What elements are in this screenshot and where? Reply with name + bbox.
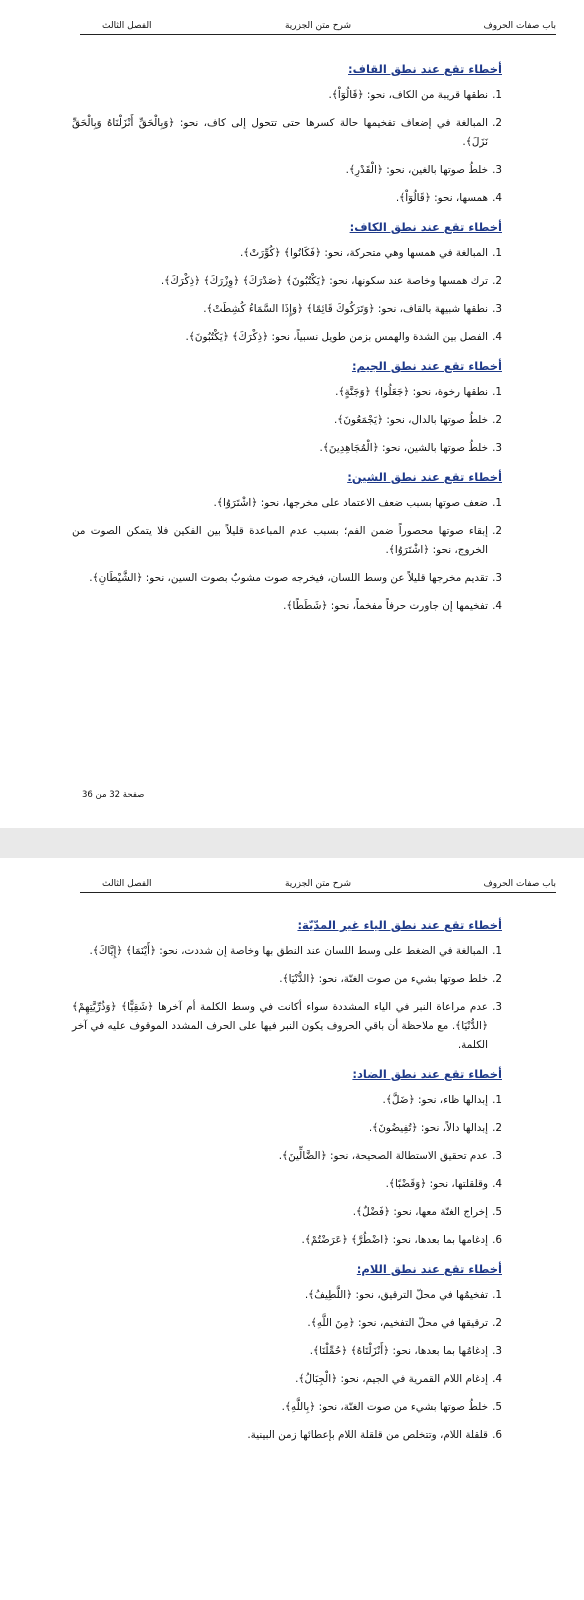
list-item-text: المبالغة في همسها وهي متحركة، نحو: ﴿فَكَانُوا﴾ ﴿كُوِّرَتْ﴾. — [240, 247, 488, 259]
list-item — [72, 1203, 502, 1222]
list-number: 4. — [492, 600, 502, 612]
list-item-text: إبدالها دالاً، نحو: ﴿تُفِيضُونَ﴾. — [368, 1122, 488, 1134]
section-heading: أخطاء تقع عند نطق الكاف: — [349, 220, 502, 234]
document-page-2 — [0, 858, 584, 1600]
list-item-text: المبالغة في الضغط على وسط اللسان عند النطق بها وخاصة إن شددت، نحو: ﴿أَيْنَمَا﴾ ﴿إِيَّاكَ﴾. — [89, 945, 488, 957]
list-number: 6. — [492, 1429, 502, 1441]
list-item-text: خلطُ صوتها بالدال، نحو: ﴿يَجْمَعُونَ﴾. — [333, 414, 488, 426]
error-list — [72, 942, 502, 1055]
header-chapter: باب صفات الحروف — [483, 21, 556, 31]
list-item — [72, 114, 502, 152]
list-item — [72, 244, 502, 263]
list-item-text: وقلقلتها، نحو: ﴿وَقَضْبًا﴾. — [385, 1178, 488, 1190]
list-item-text: المبالغة في إضعاف تفخيمها حالة كسرها حتى تتحول إلى كاف، نحو: ﴿وَبِالْحَقِّ أَنْزَلْنَاهُ وَبِالْحَقِّ نَزَلَ﴾. — [72, 117, 488, 148]
list-number: 1. — [492, 89, 502, 101]
list-item — [72, 1119, 502, 1138]
list-item-text: الفصل بين الشدة والهمس بزمن طويل نسبياً، نحو: ﴿ذِكْرَكَ﴾ ﴿يَكْتُبُونَ﴾. — [185, 331, 488, 343]
page-number: صفحة 32 من 36 — [82, 790, 145, 800]
list-item-text: ترك همسها وخاصة عند سكونها، نحو: ﴿يَكْتُبُونَ﴾ ﴿صَدْرَكَ﴾ ﴿وِزْرَكَ﴾ ﴿ذِكْرَكَ﴾. — [160, 275, 488, 287]
list-number: 2. — [492, 414, 502, 426]
list-number: 2. — [492, 1317, 502, 1329]
list-item — [72, 300, 502, 319]
list-item — [72, 439, 502, 458]
section-heading: أخطاء تقع عند نطق اللام: — [356, 1262, 502, 1276]
list-item-text: ترقيقها في محلّ التفخيم، نحو: ﴿مِنَ اللَّهِ﴾. — [307, 1317, 488, 1329]
header-book-title: شرح متن الجزرية — [284, 21, 352, 31]
section-heading: أخطاء تقع عند نطق الضاد: — [352, 1067, 502, 1081]
list-item-text: عدم مراعاة النبر في الياء المشددة سواء أكانت في وسط الكلمة أم آخرها ﴿شَقِيًّا﴾ ﴿وَذُرِّيَّتِهِمْ﴾ ﴿الدُّنْيَا﴾. مع ملاحظة أن باقي الحروف يكون النبر فيها على الحرف المشدد الموقوف عليه في آخر الكلمة. — [72, 1001, 488, 1051]
list-item — [72, 383, 502, 402]
list-item-text: نطقها قريبة من الكاف، نحو: ﴿قَالُوٓاْ﴾. — [328, 89, 488, 101]
list-number: 1. — [492, 1094, 502, 1106]
list-item-text: خلط صوتها بشيء من صوت الغنّة، نحو: ﴿الدُّنْيَا﴾. — [279, 973, 488, 985]
header-chapter: باب صفات الحروف — [483, 879, 556, 889]
list-number: 5. — [492, 1401, 502, 1413]
list-number: 4. — [492, 331, 502, 343]
list-item — [72, 942, 502, 961]
list-item — [72, 998, 502, 1055]
list-number: 1. — [492, 386, 502, 398]
list-number: 1. — [492, 945, 502, 957]
list-number: 4. — [492, 1178, 502, 1190]
list-item-text: خلطُ صوتها بالغين، نحو: ﴿الْقَدْرِ﴾. — [345, 164, 488, 176]
list-item — [72, 1314, 502, 1333]
list-item — [72, 161, 502, 180]
list-number: 2. — [492, 1122, 502, 1134]
list-item-text: خلطُ صوتها بالشين، نحو: ﴿الْمُجَاهِدِينَ﴾. — [319, 442, 488, 454]
page-1-content — [72, 50, 502, 625]
list-item-text: إدغام اللام القمرية في الجيم، نحو: ﴿الْجِبَالُ﴾. — [295, 1373, 488, 1385]
list-item-text: تفخيمها إن جاورت حرفاً مفخماً، نحو: ﴿شَطَطًا﴾. — [283, 600, 488, 612]
list-number: 2. — [492, 525, 502, 537]
list-item-text: تقديم مخرجها قليلاً عن وسط اللسان، فيخرجه صوت مشوبٌ بصوت السين، نحو: ﴿الشَّيْطَانِ﴾. — [89, 572, 488, 584]
list-number: 6. — [492, 1234, 502, 1246]
list-item — [72, 970, 502, 989]
list-item — [72, 1175, 502, 1194]
list-item-text: نطقها شبيهة بالقاف، نحو: ﴿وَتَرَكُوكَ قَائِمًا﴾ ﴿وَإِذَا السَّمَاءُ كُشِطَتْ﴾. — [203, 303, 488, 315]
section-heading: أخطاء تقع عند نطق الجيم: — [351, 359, 502, 373]
page-header — [80, 876, 556, 893]
page-header — [80, 18, 556, 35]
list-item-text: نطقها رخوة، نحو: ﴿جَعَلُوا﴾ ﴿وَجَنَّةٍ﴾. — [335, 386, 488, 398]
error-list — [72, 244, 502, 347]
list-item — [72, 328, 502, 347]
list-item — [72, 1398, 502, 1417]
page-2-content — [72, 906, 502, 1454]
list-item-text: إدغامُها بما بعدها، نحو: ﴿أَنْزَلْنَاهُ﴾ ﴿حُمِّلْنَا﴾. — [309, 1345, 488, 1357]
list-number: 1. — [492, 497, 502, 509]
list-item-text: خلطُ صوتها بشيء من صوت الغنّة، نحو: ﴿بِاللَّهِ﴾. — [281, 1401, 488, 1413]
list-item — [72, 1286, 502, 1305]
list-item — [72, 1091, 502, 1110]
list-item — [72, 411, 502, 430]
list-number: 3. — [492, 164, 502, 176]
list-number: 3. — [492, 303, 502, 315]
list-number: 3. — [492, 572, 502, 584]
error-list — [72, 494, 502, 616]
list-item — [72, 86, 502, 105]
list-number: 4. — [492, 1373, 502, 1385]
list-item-text: إخراج الغنّة معها، نحو: ﴿فَضْلٌ﴾. — [352, 1206, 488, 1218]
error-list — [72, 383, 502, 458]
list-item-text: قلقلة اللام، وتتخلص من قلقلة اللام بإعطائها زمن البينية. — [247, 1429, 488, 1441]
section-heading: أخطاء تقع عند نطق القاف: — [348, 62, 502, 76]
list-number: 2. — [492, 973, 502, 985]
list-item-text: إبقاء صوتها محصوراً ضمن الفم؛ بسبب عدم المباعدة قليلاً بين الفكين فلا يتمكن الصوت من الخروج، نحو: ﴿اشْتَرَوُا﴾. — [72, 525, 488, 556]
list-item — [72, 597, 502, 616]
error-list — [72, 1286, 502, 1445]
error-list — [72, 86, 502, 208]
list-item-text: ضعف صوتها بسبب ضعف الاعتماد على مخرجها، نحو: ﴿اشْتَرَوُا﴾. — [213, 497, 488, 509]
list-number: 1. — [492, 247, 502, 259]
list-number: 3. — [492, 1001, 502, 1013]
list-number: 3. — [492, 1345, 502, 1357]
list-number: 1. — [492, 1289, 502, 1301]
list-number: 5. — [492, 1206, 502, 1218]
error-list — [72, 1091, 502, 1250]
list-item — [72, 494, 502, 513]
list-item-text: إدغامها بما بعدها، نحو: ﴿اضْطُرَّ﴾ ﴿عَرَضْتُمْ﴾. — [301, 1234, 488, 1246]
list-number: 4. — [492, 192, 502, 204]
header-book-title: شرح متن الجزرية — [284, 879, 352, 889]
list-item — [72, 1426, 502, 1445]
list-number: 3. — [492, 442, 502, 454]
list-number: 2. — [492, 117, 502, 129]
list-item — [72, 1370, 502, 1389]
list-item — [72, 1147, 502, 1166]
list-item — [72, 189, 502, 208]
list-item-text: عدم تحقيق الاستطالة الصحيحة، نحو: ﴿الضَّالِّينَ﴾. — [278, 1150, 488, 1162]
list-number: 2. — [492, 275, 502, 287]
list-item-text: إبدالها ظاء، نحو: ﴿ضَلَّ﴾. — [382, 1094, 488, 1106]
header-section: الفصل الثالث — [102, 21, 152, 31]
list-number: 3. — [492, 1150, 502, 1162]
list-item — [72, 569, 502, 588]
list-item — [72, 1231, 502, 1250]
list-item-text: همسها، نحو: ﴿قَالُوٓاْ﴾. — [395, 192, 488, 204]
list-item — [72, 522, 502, 560]
header-section: الفصل الثالث — [102, 879, 152, 889]
section-heading: أخطاء تقع عند نطق الشين: — [347, 470, 502, 484]
list-item-text: تفخيمُها في محلّ الترقيق، نحو: ﴿اللَّطِيفُ﴾. — [304, 1289, 488, 1301]
list-item — [72, 272, 502, 291]
list-item — [72, 1342, 502, 1361]
section-heading: أخطاء تقع عند نطق الياء غير المدّيّة: — [297, 918, 502, 932]
